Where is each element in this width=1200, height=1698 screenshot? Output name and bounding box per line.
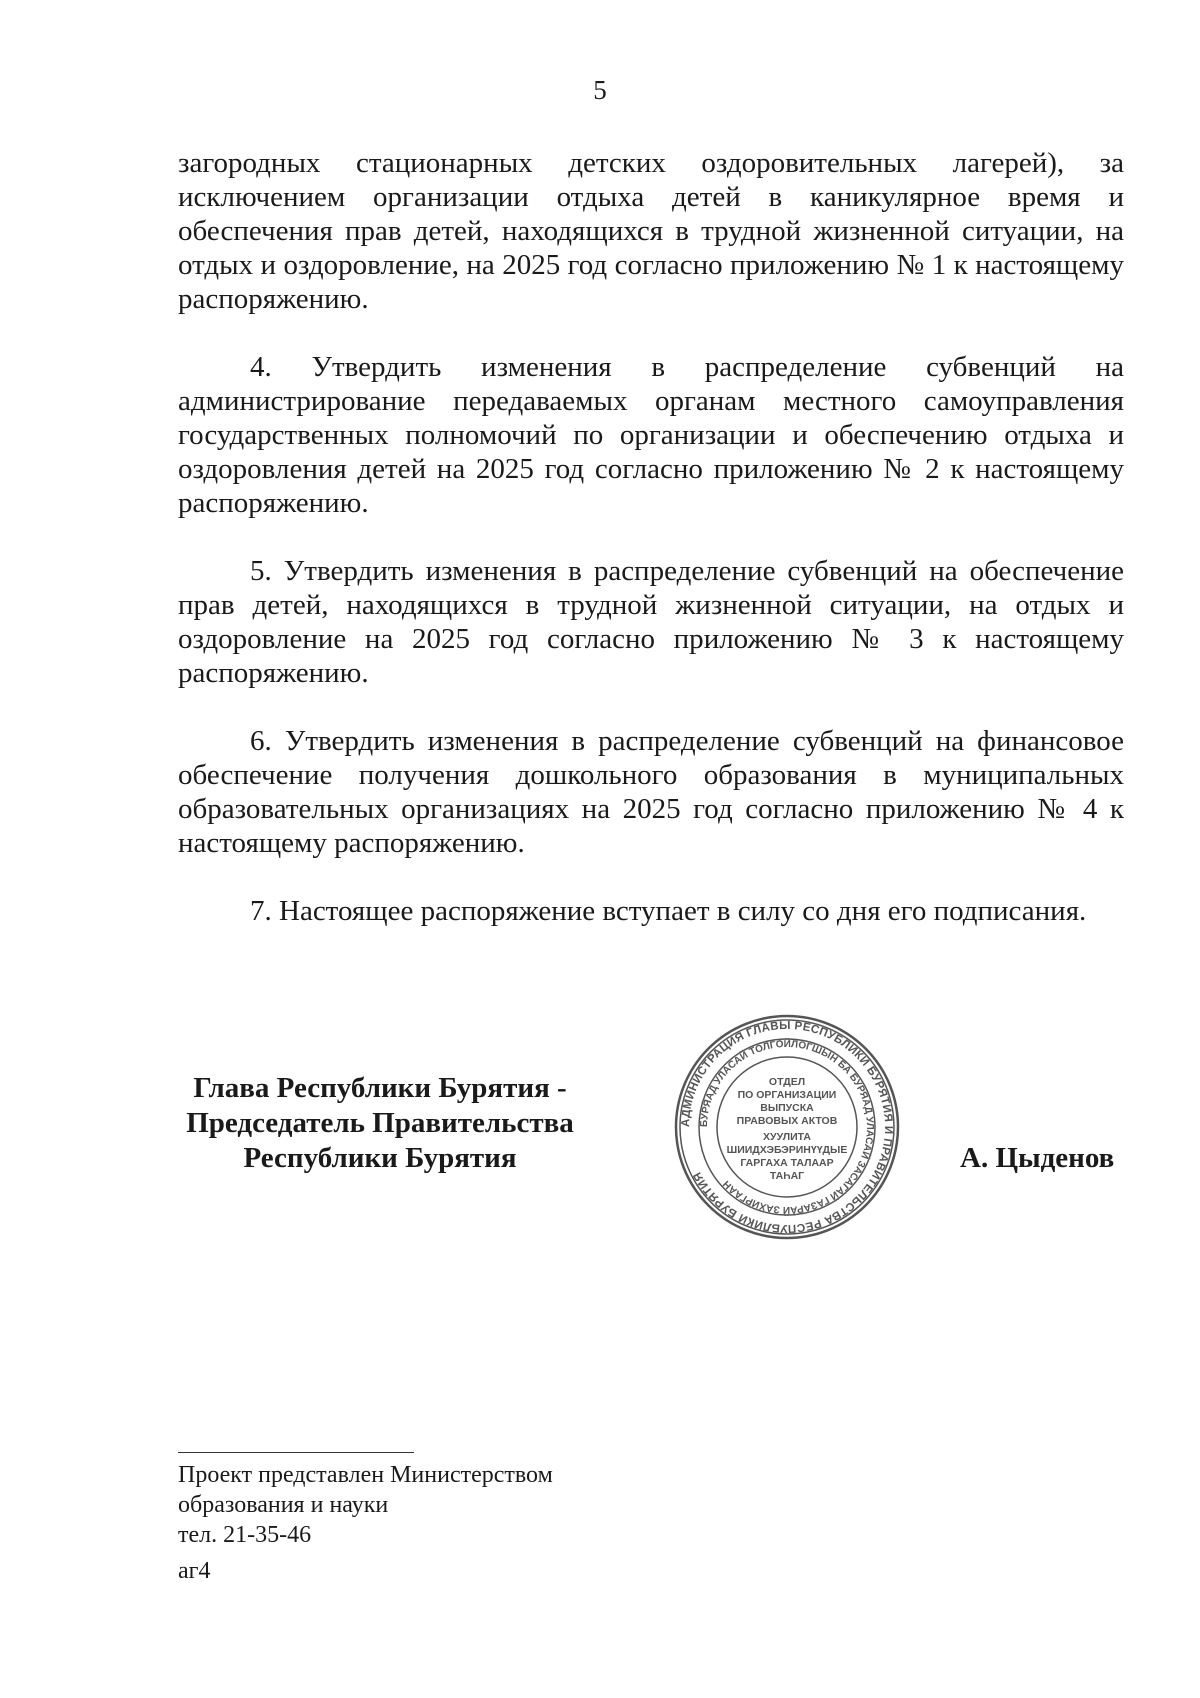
footnote-line: образования и науки — [178, 1492, 389, 1518]
seal-center-line: ВЫПУСКА — [760, 1102, 814, 1114]
seal-center-line: ГАРГАХА ТАЛААР — [740, 1157, 834, 1169]
page-number: 5 — [593, 75, 607, 105]
footnote-divider — [178, 1452, 414, 1453]
signatory-title-line: Республики Бурятия — [243, 1142, 517, 1174]
signatory-title-line: Председатель Правительства — [186, 1107, 574, 1139]
seal-outer-text: АДМИНИСТРАЦИЯ ГЛАВЫ РЕСПУБЛИКИ БУРЯТИЯ И ПРАВИТЕЛЬСТВА РЕСПУБЛИКИ БУРЯТИЯ — [679, 1019, 895, 1235]
document-body — [178, 146, 1124, 962]
signatory-title-line: Глава Республики Бурятия - — [193, 1072, 567, 1104]
paragraph-continuation: загородных стационарных детских оздоровительных лагерей), за исключением организации отдыха детей в каникулярное время и обеспечения прав детей, находящихся в трудной жизненной ситуации, на отдых и оздоровление, на 2025 год согласно приложению № 1 к настоящему распоряжению. — [178, 147, 1124, 315]
seal-center-line: ХУУЛИТА — [763, 1131, 811, 1143]
paragraph-item-4: 4. Утвердить изменения в распределение субвенций на администрирование передаваемых органам местного самоуправления государственных полномочий по организации и обеспечению отдыха и оздоровления детей на 2025 год согласно приложению № 2 к настоящему распоряжению. — [178, 351, 1124, 519]
seal-center-line: ТАҺАГ — [769, 1170, 805, 1182]
paragraph-item-6: 6. Утвердить изменения в распределение субвенций на финансовое обеспечение получения дошкольного образования в муниципальных образовательных организациях на 2025 год согласно приложению № 4 к настоящему распоряжению. — [178, 725, 1124, 859]
footnote-line: Проект представлен Министерством — [178, 1462, 553, 1488]
seal-center-line: ШИИДХЭБЭРИНҮҮДЫЕ — [726, 1144, 848, 1156]
signatory-name: А. Цыденов — [960, 1142, 1115, 1174]
footnote-phone: тел. 21-35-46 — [178, 1522, 312, 1548]
footnote — [178, 1460, 553, 1550]
seal-center-line: ПО ОРГАНИЗАЦИИ — [737, 1089, 837, 1101]
official-seal-icon — [672, 1012, 902, 1242]
paragraph-item-7: 7. Настоящее распоряжение вступает в силу со дня его подписания. — [250, 895, 1087, 927]
seal-inner-ring-text: БУРЯАД УЛАСАЙ ТОЛГОЙЛОГШЫН БА БУРЯАД УЛАСАЙ ЗАСАГАЙ ГАЗАРАЙ ЗАХИРГААН — [698, 1038, 876, 1216]
seal-center-line: ПРАВОВЫХ АКТОВ — [736, 1115, 838, 1127]
paragraph-item-5: 5. Утвердить изменения в распределение субвенций на обеспечение прав детей, находящихся в трудной жизненной ситуации, на отдых и оздоровление на 2025 год согласно приложению № 3 к настоящему распоряжению. — [178, 555, 1124, 689]
signatory-title — [170, 1071, 590, 1176]
seal-center-line: ОТДЕЛ — [768, 1076, 806, 1088]
document-code: аг4 — [178, 1558, 211, 1584]
